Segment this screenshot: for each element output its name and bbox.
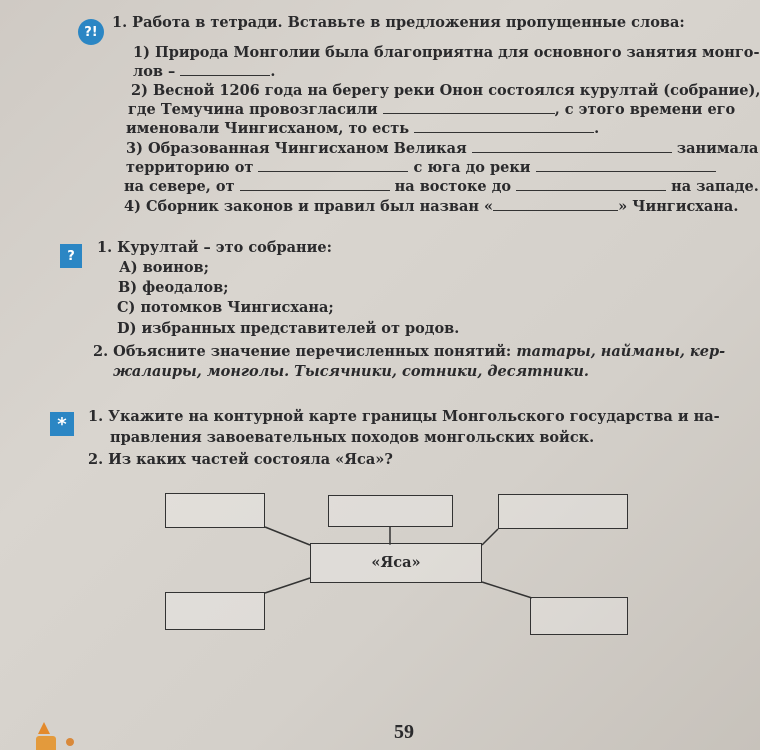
corner-decoration-icon [66,738,74,746]
task1-sentence3-line1: 3) Образованная Чингисханом Великая занимала [126,140,759,157]
task2-option-c[interactable]: С) потомков Чингисхана; [117,299,334,316]
task1-sentence3-line3: на севере, от на востоке до на западе. [124,178,759,195]
yasa-part-box-top-right[interactable] [498,494,628,529]
task1-sentence1-line2: лов – . [133,63,276,80]
yasa-center-box [310,543,482,583]
task2-question2: 2. Объясните значение перечисленных понятий: татары, найманы, кер- [93,343,726,360]
corner-decoration-icon [36,736,56,750]
task3-question1-line2: правления завоевательных походов монгольских войск. [110,429,595,446]
task3-question1-line1: 1. Укажите на контурной карте границы Монгольского государства и на- [88,408,720,425]
yasa-part-box-bottom-right[interactable] [530,597,628,635]
task1-sentence3-line2: территорию от с юга до реки [126,159,716,177]
task1-sentence2-line2: где Темучина провозгласили , с этого времени его [128,101,736,118]
task2-question2-terms: жалаиры, монголы. Тысячники, сотники, десятники. [113,363,589,380]
task1-sentence4: 4) Сборник законов и правил был назван « » Чингисхана. [124,198,739,215]
page-number: 59 [394,721,414,743]
task2-option-d[interactable]: D) избранных представителей от родов. [117,320,460,337]
task1-sentence2-line3: именовали Чингисханом, то есть . [126,120,600,137]
task2-question1: 1. Курултай – это собрание: [97,239,332,256]
yasa-part-box-bottom-left[interactable] [165,592,265,630]
task1-sentence1-line1: 1) Природа Монголии была благоприятна для основного занятия монго- [133,44,760,61]
task2-option-b[interactable]: В) феодалов; [118,279,229,296]
task2-option-a[interactable]: А) воинов; [119,259,209,276]
yasa-part-box-top-center[interactable] [328,495,453,527]
task3-badge: * [50,412,74,436]
task2-badge: ? [60,244,82,268]
yasa-part-box-top-left[interactable] [165,493,265,528]
task3-question2: 2. Из каких частей состояла «Яса»? [88,451,393,468]
task1-heading: 1. Работа в тетради. Вставьте в предложения пропущенные слова: [112,14,685,31]
task1-sentence2-line1: 2) Весной 1206 года на берегу реки Онон состоялся курултай (собрание), [131,82,760,99]
yasa-center-label: «Яса» [371,554,421,571]
task1-badge: ?! [78,19,104,45]
